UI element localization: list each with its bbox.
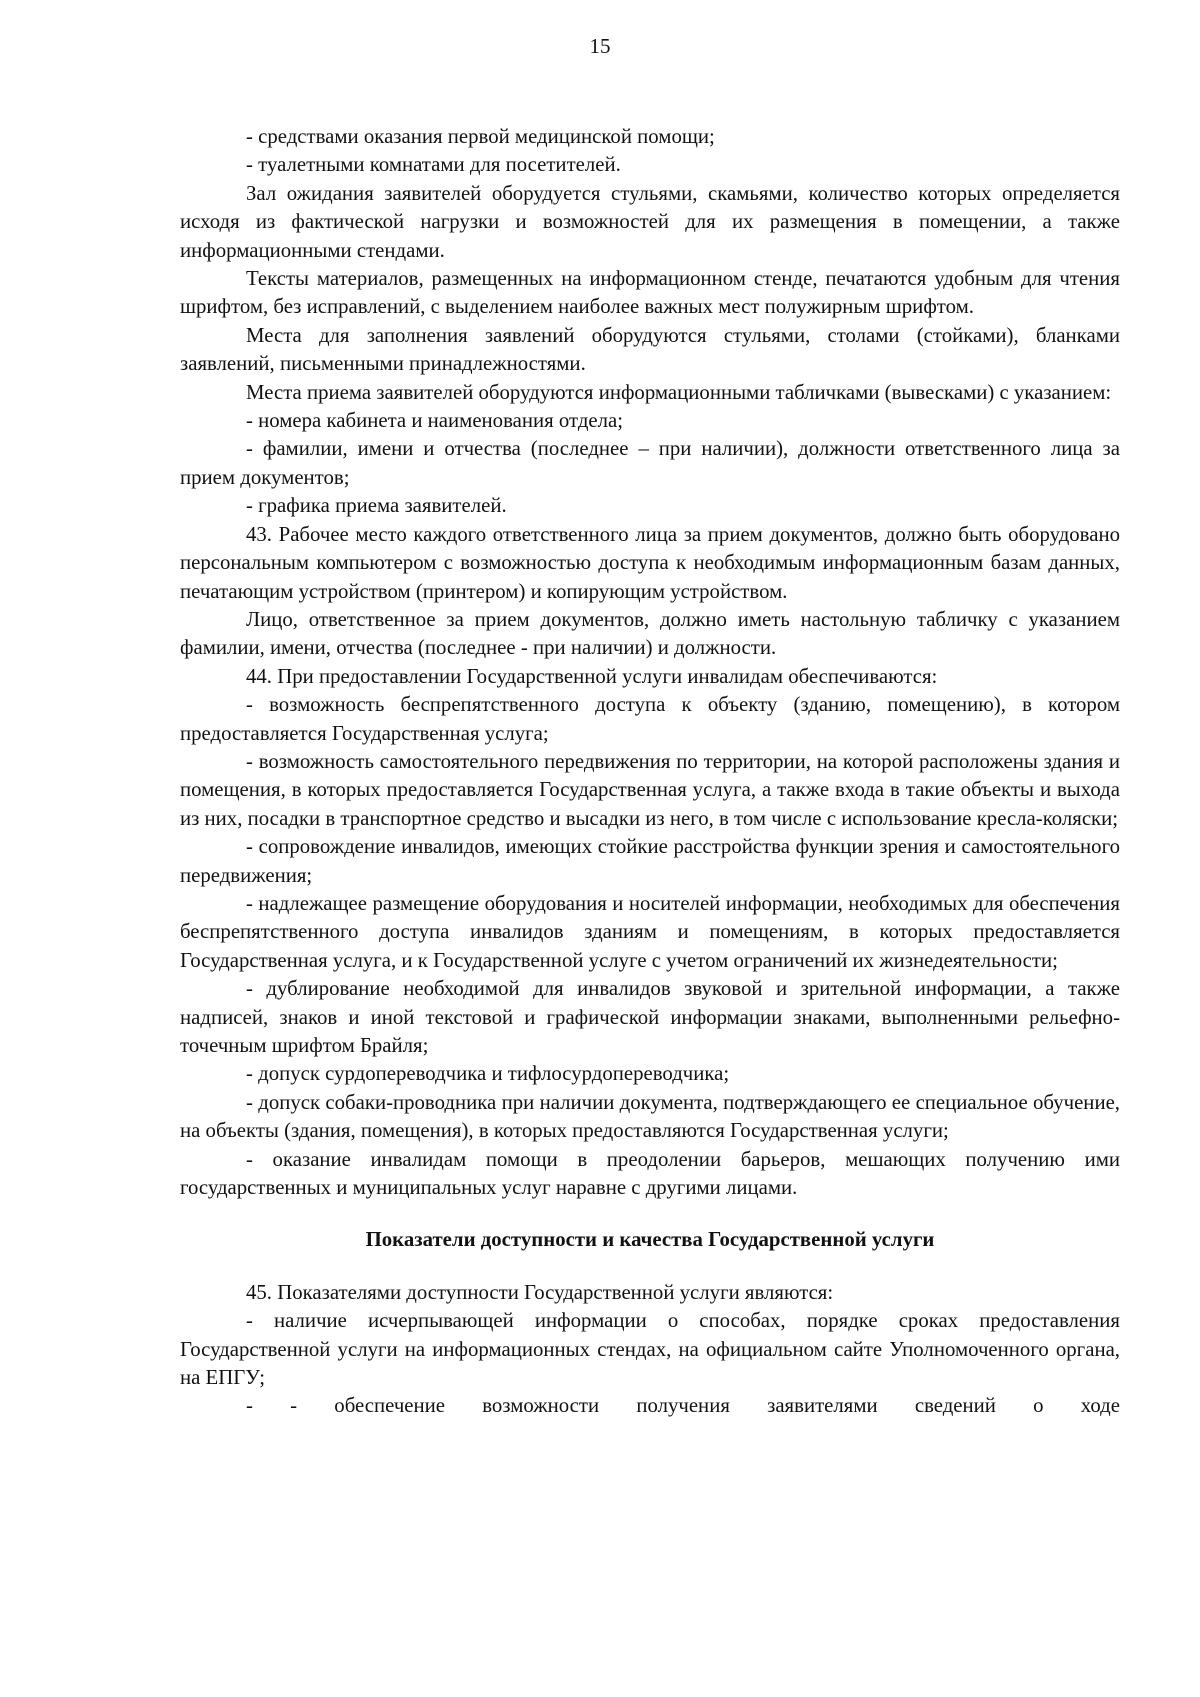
paragraph: Лицо, ответственное за прием документов, должно иметь настольную табличку с указанием фамилии, имени, отчества (последнее - при наличии) и должности. bbox=[180, 607, 1120, 660]
paragraph: - оказание инвалидам помощи в преодолении барьеров, мешающих получению ими государственных и муниципальных услуг наравне с другими лицами. bbox=[180, 1147, 1120, 1200]
section-heading: Показатели доступности и качества Государственной услуги bbox=[365, 1228, 935, 1252]
paragraph: - средствами оказания первой медицинской помощи; bbox=[246, 125, 715, 148]
paragraph: Зал ожидания заявителей оборудуется стульями, скамьями, количество которых определяется исходя из фактической нагрузки и возможностей для их размещения в помещении, а также информационными стендами. bbox=[180, 181, 1120, 262]
paragraph: - номера кабинета и наименования отдела; bbox=[246, 409, 624, 433]
paragraph: - графика приема заявителей. bbox=[246, 494, 507, 518]
paragraph: - допуск собаки-проводника при наличии документа, подтверждающего ее специальное обучение, на объекты (здания, помещения), в которых предоставляются Государственная услуги; bbox=[180, 1090, 1120, 1143]
document-body bbox=[180, 123, 1120, 1421]
paragraph: - сопровождение инвалидов, имеющих стойкие расстройства функции зрения и самостоятельного передвижения; bbox=[180, 835, 1120, 887]
paragraph: 45. Показателями доступности Государственной услуги являются: bbox=[246, 1280, 834, 1304]
paragraph: 44. При предоставлении Государственной услуги инвалидам обеспечиваются: bbox=[246, 664, 938, 688]
paragraph: Места приема заявителей оборудуются информационными табличками (вывесками) с указанием: bbox=[246, 380, 1112, 404]
page-number: 15 bbox=[589, 34, 611, 58]
paragraph: - возможность самостоятельного передвижения по территории, на которой расположены здания и помещения, в которых предоставляется Государственная услуга, а также входа в такие объекты и выхода из них, посадки в транспортное средство и высадки из него, в том числе с использование кресла-коляски; bbox=[180, 749, 1120, 830]
paragraph: Тексты материалов, размещенных на информационном стенде, печатаются удобным для чтения шрифтом, без исправлений, с выделением наиболее важных мест полужирным шрифтом. bbox=[180, 267, 1120, 319]
paragraph: 43. Рабочее место каждого ответственного лица за прием документов, должно быть оборудовано персональным компьютером с возможностью доступа к необходимым информационным базам данных, печатающим устройством (принтером) и копирующим устройством. bbox=[180, 522, 1120, 603]
paragraph: - фамилии, имени и отчества (последнее – при наличии), должности ответственного лица за прием документов; bbox=[180, 437, 1120, 489]
paragraph: - надлежащее размещение оборудования и носителей информации, необходимых для обеспечения беспрепятственного доступа инвалидов зданиям и помещениям, в которых предоставляется Государственная услуга, и к Государственной услуге с учетом ограничений их жизнедеятельности; bbox=[180, 891, 1120, 972]
paragraph: - туалетными комнатами для посетителей. bbox=[246, 153, 621, 177]
paragraph: Места для заполнения заявлений оборудуются стульями, столами (стойками), бланками заявлений, письменными принадлежностями. bbox=[180, 323, 1120, 376]
paragraph: - допуск сурдопереводчика и тифлосурдопереводчика; bbox=[246, 1062, 730, 1086]
paragraph: - возможность беспрепятственного доступа к объекту (зданию, помещению), в котором предоставляется Государственная услуга; bbox=[180, 693, 1120, 745]
paragraph: - наличие исчерпывающей информации о способах, порядке сроках предоставления Государственной услуги на информационных стендах, на официальном сайте Уполномоченного органа, на ЕПГУ; bbox=[180, 1309, 1120, 1390]
paragraph: - - обеспечение возможности получения заявителями сведений о ходе bbox=[246, 1394, 1120, 1418]
paragraph: - дублирование необходимой для инвалидов звуковой и зрительной информации, а также надписей, знаков и иной текстовой и графической информации знаками, выполненными рельефно-точечным шрифтом Брайля; bbox=[180, 977, 1120, 1057]
